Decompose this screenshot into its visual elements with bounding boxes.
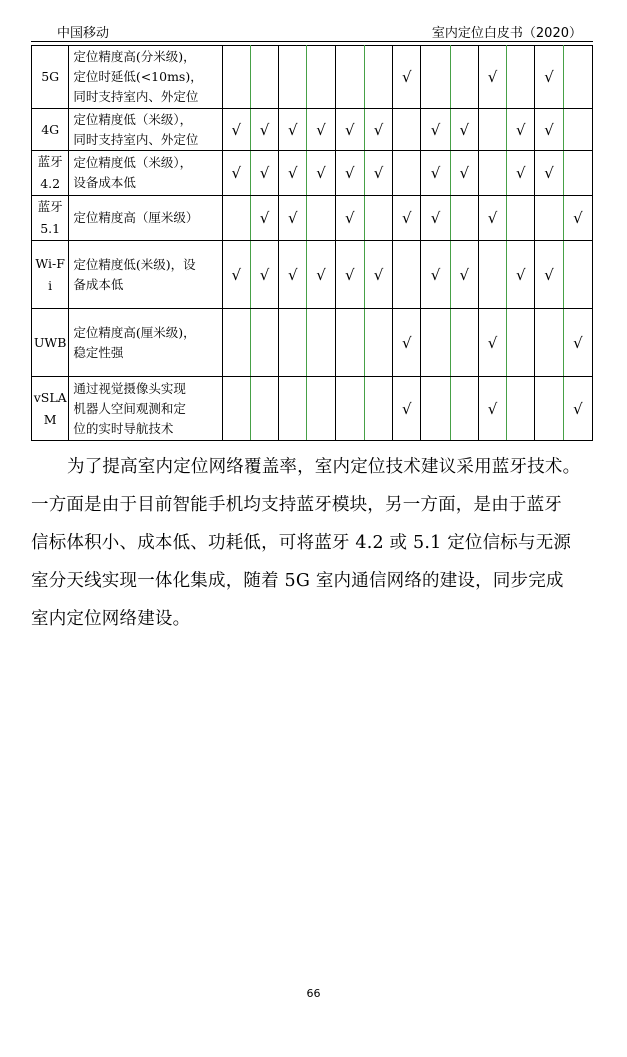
check-mark-icon: √ — [373, 120, 384, 139]
technology-label: vSLA — [33, 389, 67, 405]
description-line: 位的实时导航技术 — [73, 420, 174, 436]
check-cell — [421, 377, 450, 441]
check-cell — [563, 377, 592, 441]
check-cell — [335, 151, 364, 196]
check-cell — [393, 196, 421, 241]
technology-label: 5G — [41, 69, 60, 84]
check-mark-icon: √ — [402, 209, 412, 227]
check-mark-icon: √ — [430, 209, 441, 227]
check-mark-icon: √ — [430, 164, 441, 182]
check-mark-icon: √ — [516, 120, 526, 139]
check-cell — [279, 377, 307, 441]
check-mark-icon: √ — [288, 265, 298, 284]
check-mark-icon: √ — [231, 265, 242, 284]
check-cell — [450, 109, 478, 151]
check-mark-icon: √ — [487, 399, 498, 418]
technology-label: 4.2 — [40, 176, 61, 191]
technology-cell — [32, 109, 69, 151]
description-cell — [69, 151, 222, 196]
check-mark-icon: √ — [516, 164, 526, 182]
paragraph-line: 室分天线实现一体化集成，随着 5G 室内通信网络的建设，同步完成 — [31, 571, 564, 591]
technology-cell — [32, 151, 69, 196]
check-mark-icon: √ — [402, 68, 412, 86]
description-line: 同时支持室内、外定位 — [73, 89, 199, 104]
check-cell — [279, 109, 307, 151]
check-mark-icon: √ — [345, 164, 355, 182]
check-mark-icon: √ — [487, 209, 498, 227]
check-mark-icon: √ — [487, 333, 498, 352]
technology-label: UWB — [33, 334, 67, 350]
header-org: 中国移动 — [57, 26, 110, 41]
check-cell — [393, 46, 421, 109]
table-row — [32, 109, 593, 151]
check-mark-icon: √ — [544, 164, 554, 182]
body-paragraph — [31, 448, 595, 638]
check-cell — [507, 309, 535, 377]
technology-label: i — [48, 277, 53, 293]
check-cell — [364, 196, 392, 241]
table-row — [32, 309, 593, 377]
description-line: 设备成本低 — [73, 175, 136, 190]
check-cell — [478, 309, 506, 377]
check-mark-icon: √ — [459, 164, 470, 182]
check-cell — [279, 196, 307, 241]
check-cell — [307, 151, 335, 196]
check-mark-icon: √ — [459, 265, 470, 284]
check-mark-icon: √ — [544, 68, 554, 86]
check-cell — [222, 377, 250, 441]
description-line: 定位精度低（米级）， — [73, 155, 193, 170]
check-cell — [222, 196, 250, 241]
check-mark-icon: √ — [430, 265, 441, 284]
description-line: 定位精度高(分米级)， — [73, 49, 196, 64]
technology-label: 5.1 — [40, 221, 61, 236]
check-cell — [507, 241, 535, 309]
check-mark-icon: √ — [573, 399, 583, 418]
check-cell — [450, 151, 478, 196]
check-mark-icon: √ — [573, 209, 583, 227]
description-line: 定位精度低（米级）， — [73, 111, 193, 127]
description-line: 定位精度高（厘米级） — [73, 210, 199, 225]
check-cell — [535, 309, 563, 377]
check-cell — [335, 377, 364, 441]
check-cell — [535, 196, 563, 241]
check-cell — [393, 309, 421, 377]
technology-cell — [32, 46, 69, 109]
description-line: 定位时延低(<10ms)， — [73, 69, 203, 84]
description-line: 通过视觉摄像头实现 — [73, 380, 186, 396]
check-mark-icon: √ — [544, 120, 554, 139]
check-mark-icon: √ — [573, 333, 583, 352]
check-mark-icon: √ — [402, 399, 412, 418]
check-cell — [222, 241, 250, 309]
description-cell — [69, 309, 222, 377]
check-mark-icon: √ — [402, 333, 412, 352]
check-cell — [450, 46, 478, 109]
technology-label: 蓝牙 — [37, 154, 63, 169]
check-cell — [335, 241, 364, 309]
check-cell — [535, 46, 563, 109]
page-number: 66 — [306, 987, 321, 1000]
paragraph-line: 室内定位网络建设。 — [31, 609, 191, 629]
check-cell — [250, 109, 278, 151]
check-cell — [507, 151, 535, 196]
description-cell — [69, 196, 222, 241]
check-cell — [307, 196, 335, 241]
check-cell — [535, 151, 563, 196]
check-mark-icon: √ — [459, 120, 470, 139]
check-cell — [364, 46, 392, 109]
check-cell — [393, 241, 421, 309]
description-line: 定位精度高(厘米级)， — [73, 324, 196, 340]
paragraph-line: 一方面是由于目前智能手机均支持蓝牙模块，另一方面，是由于蓝牙 — [31, 495, 562, 515]
check-cell — [507, 109, 535, 151]
check-cell — [307, 377, 335, 441]
check-cell — [563, 46, 592, 109]
check-cell — [450, 377, 478, 441]
check-mark-icon: √ — [259, 164, 270, 182]
description-line: 备成本低 — [73, 276, 124, 292]
check-mark-icon: √ — [259, 120, 270, 139]
check-cell — [507, 377, 535, 441]
check-cell — [250, 241, 278, 309]
check-cell — [450, 196, 478, 241]
check-cell — [250, 46, 278, 109]
check-cell — [450, 241, 478, 309]
technology-label: M — [43, 411, 57, 427]
check-mark-icon: √ — [231, 120, 242, 139]
check-mark-icon: √ — [288, 120, 298, 139]
check-cell — [250, 309, 278, 377]
check-mark-icon: √ — [544, 265, 554, 284]
check-cell — [307, 46, 335, 109]
paragraph-line: 信标体积小、成本低、功耗低，可将蓝牙 4.2 或 5.1 定位信标与无源 — [31, 533, 572, 553]
check-cell — [335, 309, 364, 377]
check-mark-icon: √ — [259, 265, 270, 284]
technology-cell — [32, 377, 69, 441]
check-cell — [563, 109, 592, 151]
check-mark-icon: √ — [316, 164, 326, 182]
check-cell — [364, 377, 392, 441]
description-cell — [69, 109, 222, 151]
check-cell — [421, 196, 450, 241]
check-cell — [421, 109, 450, 151]
table-row — [32, 46, 593, 109]
check-mark-icon: √ — [288, 164, 298, 182]
check-mark-icon: √ — [373, 164, 384, 182]
technology-label: 蓝牙 — [37, 199, 63, 214]
check-cell — [250, 377, 278, 441]
check-cell — [421, 151, 450, 196]
check-cell — [335, 196, 364, 241]
check-cell — [222, 309, 250, 377]
check-mark-icon: √ — [516, 265, 526, 284]
technology-cell — [32, 241, 69, 309]
description-line: 定位精度低(米级)，设 — [73, 256, 196, 272]
description-line: 机器人空间观测和定 — [73, 400, 186, 416]
check-cell — [307, 309, 335, 377]
check-cell — [250, 196, 278, 241]
check-mark-icon: √ — [345, 265, 355, 284]
check-mark-icon: √ — [487, 68, 498, 86]
check-mark-icon: √ — [345, 209, 355, 227]
check-cell — [222, 151, 250, 196]
check-mark-icon: √ — [259, 209, 270, 227]
check-cell — [478, 196, 506, 241]
check-cell — [222, 109, 250, 151]
technology-cell — [32, 309, 69, 377]
check-cell — [563, 241, 592, 309]
table-row — [32, 151, 593, 196]
check-cell — [478, 46, 506, 109]
check-cell — [478, 241, 506, 309]
check-cell — [364, 241, 392, 309]
header-rule — [31, 41, 593, 42]
check-cell — [450, 309, 478, 377]
check-cell — [507, 196, 535, 241]
check-cell — [364, 309, 392, 377]
description-cell — [69, 377, 222, 441]
check-cell — [393, 151, 421, 196]
paragraph-line: 为了提高室内定位网络覆盖率，室内定位技术建议采用蓝牙技术。 — [67, 457, 581, 477]
table-row — [32, 241, 593, 309]
technology-comparison-table — [31, 45, 593, 441]
check-cell — [535, 377, 563, 441]
check-cell — [478, 377, 506, 441]
check-cell — [222, 46, 250, 109]
technology-label: 4G — [41, 121, 60, 137]
check-cell — [279, 46, 307, 109]
check-cell — [335, 109, 364, 151]
check-mark-icon: √ — [231, 164, 242, 182]
check-cell — [364, 109, 392, 151]
header-doc-title: 室内定位白皮书（2020） — [431, 26, 582, 41]
check-cell — [279, 151, 307, 196]
table-row — [32, 377, 593, 441]
check-mark-icon: √ — [345, 120, 355, 139]
table-row — [32, 196, 593, 241]
technology-cell — [32, 196, 69, 241]
check-cell — [364, 151, 392, 196]
check-cell — [421, 46, 450, 109]
check-cell — [507, 46, 535, 109]
check-mark-icon: √ — [373, 265, 384, 284]
check-mark-icon: √ — [316, 265, 326, 284]
check-cell — [393, 109, 421, 151]
check-mark-icon: √ — [288, 209, 298, 227]
check-cell — [250, 151, 278, 196]
technology-label: Wi-F — [35, 255, 65, 271]
description-cell — [69, 46, 222, 109]
check-cell — [421, 241, 450, 309]
check-cell — [307, 109, 335, 151]
check-cell — [535, 241, 563, 309]
check-cell — [279, 241, 307, 309]
check-cell — [478, 151, 506, 196]
check-cell — [535, 109, 563, 151]
check-cell — [279, 309, 307, 377]
check-cell — [563, 151, 592, 196]
check-mark-icon: √ — [316, 120, 326, 139]
check-cell — [393, 377, 421, 441]
description-line: 稳定性强 — [73, 344, 124, 360]
description-line: 同时支持室内、外定位 — [73, 131, 199, 147]
check-cell — [307, 241, 335, 309]
check-cell — [335, 46, 364, 109]
check-mark-icon: √ — [430, 120, 441, 139]
check-cell — [563, 309, 592, 377]
description-cell — [69, 241, 222, 309]
check-cell — [563, 196, 592, 241]
check-cell — [478, 109, 506, 151]
check-cell — [421, 309, 450, 377]
